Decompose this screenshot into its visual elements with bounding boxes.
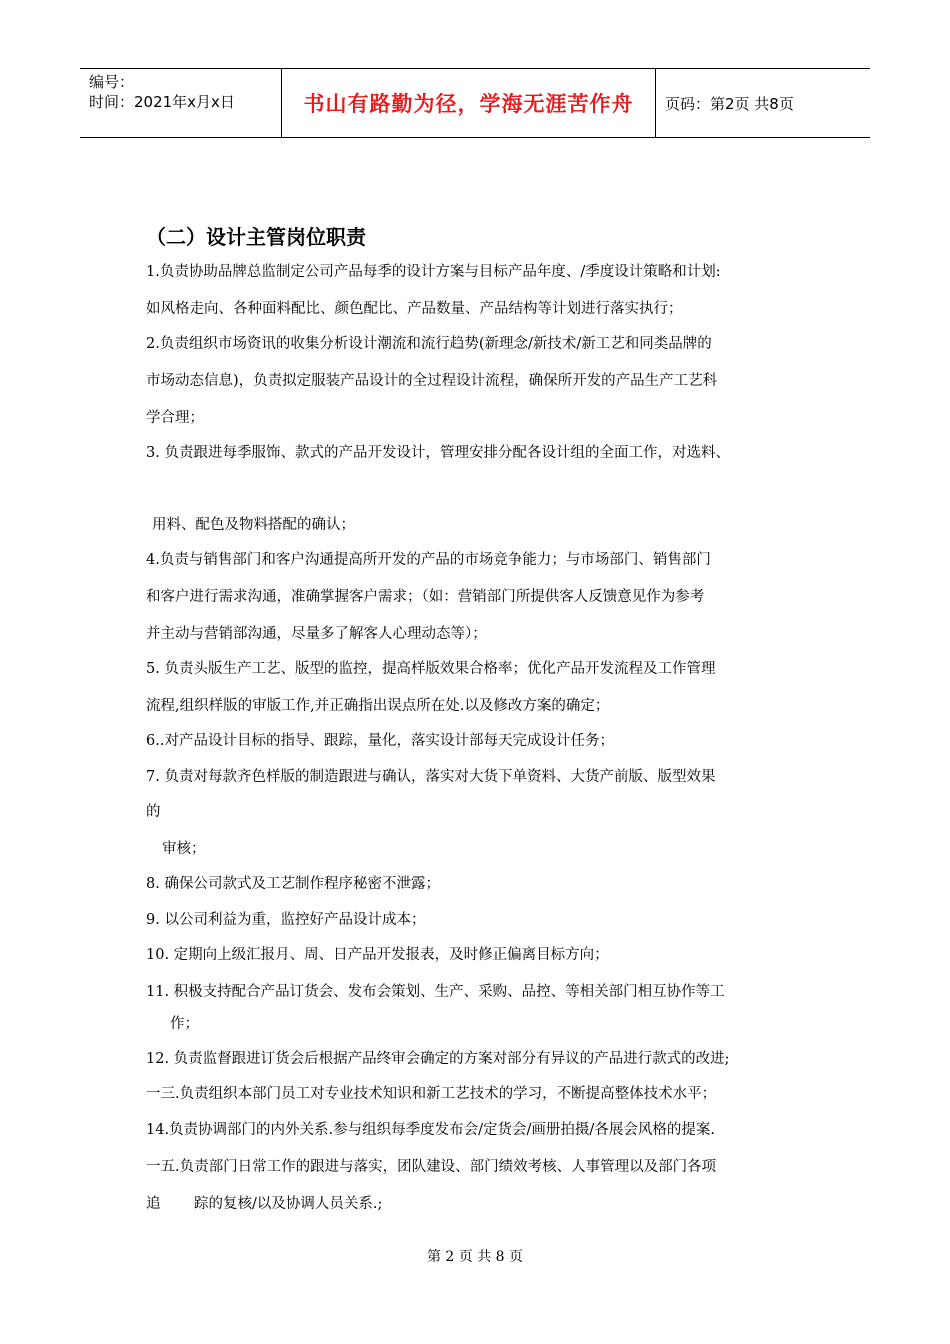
body-line: 12. 负责监督跟进订货会后根据产品终审会确定的方案对部分有异议的产品进行款式的改进; — [146, 1051, 730, 1067]
body-line: 8. 确保公司款式及工艺制作程序秘密不泄露； — [146, 876, 440, 892]
section-title: （二）设计主管岗位职责 — [146, 225, 366, 249]
page-header — [80, 68, 870, 138]
body-line: 市场动态信息)，负责拟定服装产品设计的全过程设计流程，确保所开发的产品生产工艺科 — [146, 373, 718, 389]
header-meta — [89, 72, 235, 112]
body-line: 追 — [146, 1196, 161, 1212]
document-date-label: 时间：2021年x月x日 — [89, 93, 235, 111]
body-line: 审核； — [162, 841, 206, 857]
header-motto: 书山有路勤为径，学海无涯苦作舟 — [303, 92, 634, 116]
body-line: 5. 负责头版生产工艺、版型的监控，提高样版效果合格率；优化产品开发流程及工作管理 — [146, 661, 716, 677]
body-line: 10. 定期向上级汇报月、周、日产品开发报表，及时修正偏离目标方向； — [146, 947, 609, 963]
body-line: 学合理； — [146, 410, 204, 426]
body-line: 并主动与营销部沟通，尽量多了解客人心理动态等）； — [146, 626, 487, 642]
body-line: 和客户进行需求沟通，准确掌握客户需求；（如：营销部门所提供客人反馈意见作为参考 — [146, 589, 705, 605]
body-line: 2.负责组织市场资讯的收集分析设计潮流和流行趋势(新理念/新技术/新工艺和同类品牌的 — [146, 336, 712, 352]
body-line: 如风格走向、各种面料配比、颜色配比、产品数量、产品结构等计划进行落实执行； — [146, 301, 683, 317]
body-line: 一三.负责组织本部门员工对专业技术知识和新工艺技术的学习，不断提高整体技术水平； — [146, 1086, 717, 1102]
body-line: 作； — [170, 1016, 199, 1032]
body-line: 3. 负责跟进每季服饰、款式的产品开发设计，管理安排分配各设计组的全面工作，对选料、 — [146, 445, 730, 461]
header-divider — [655, 69, 656, 137]
body-line: 的 — [146, 804, 161, 820]
body-line: 9. 以公司利益为重，监控好产品设计成本； — [146, 912, 426, 928]
body-line: 4.负责与销售部门和客户沟通提高所开发的产品的市场竞争能力；与市场部门、销售部门 — [146, 552, 711, 568]
body-line: 踪的复核/以及协调人员关系.; — [194, 1196, 383, 1212]
body-line: 11. 积极支持配合产品订货会、发布会策划、生产、采购、品控、等相关部门相互协作等工 — [146, 984, 725, 1000]
body-line: 一五.负责部门日常工作的跟进与落实，团队建设、部门绩效考核、人事管理以及部门各项 — [146, 1159, 717, 1175]
body-line: 1.负责协助品牌总监制定公司产品每季的设计方案与目标产品年度、/季度设计策略和计划: — [146, 264, 721, 280]
document-number-label: 编号： — [89, 73, 135, 91]
body-line: 7. 负责对每款齐色样版的制造跟进与确认，落实对大货下单资料、大货产前版、版型效果 — [146, 769, 716, 785]
body-line: 用料、配色及物料搭配的确认； — [152, 517, 355, 533]
header-page-number: 页码：第2页 共8页 — [665, 94, 794, 113]
body-line: 流程,组织样版的审版工作,并正确指出误点所在处.以及修改方案的确定； — [146, 698, 610, 714]
page-footer: 第 2 页 共 8 页 — [426, 1249, 524, 1265]
body-line: 6..对产品设计目标的指导、跟踪，量化，落实设计部每天完成设计任务； — [146, 733, 614, 749]
body-line: 14.负责协调部门的内外关系.参与组织每季度发布会/定货会/画册拍摄/各展会风格的提案. — [146, 1122, 715, 1138]
